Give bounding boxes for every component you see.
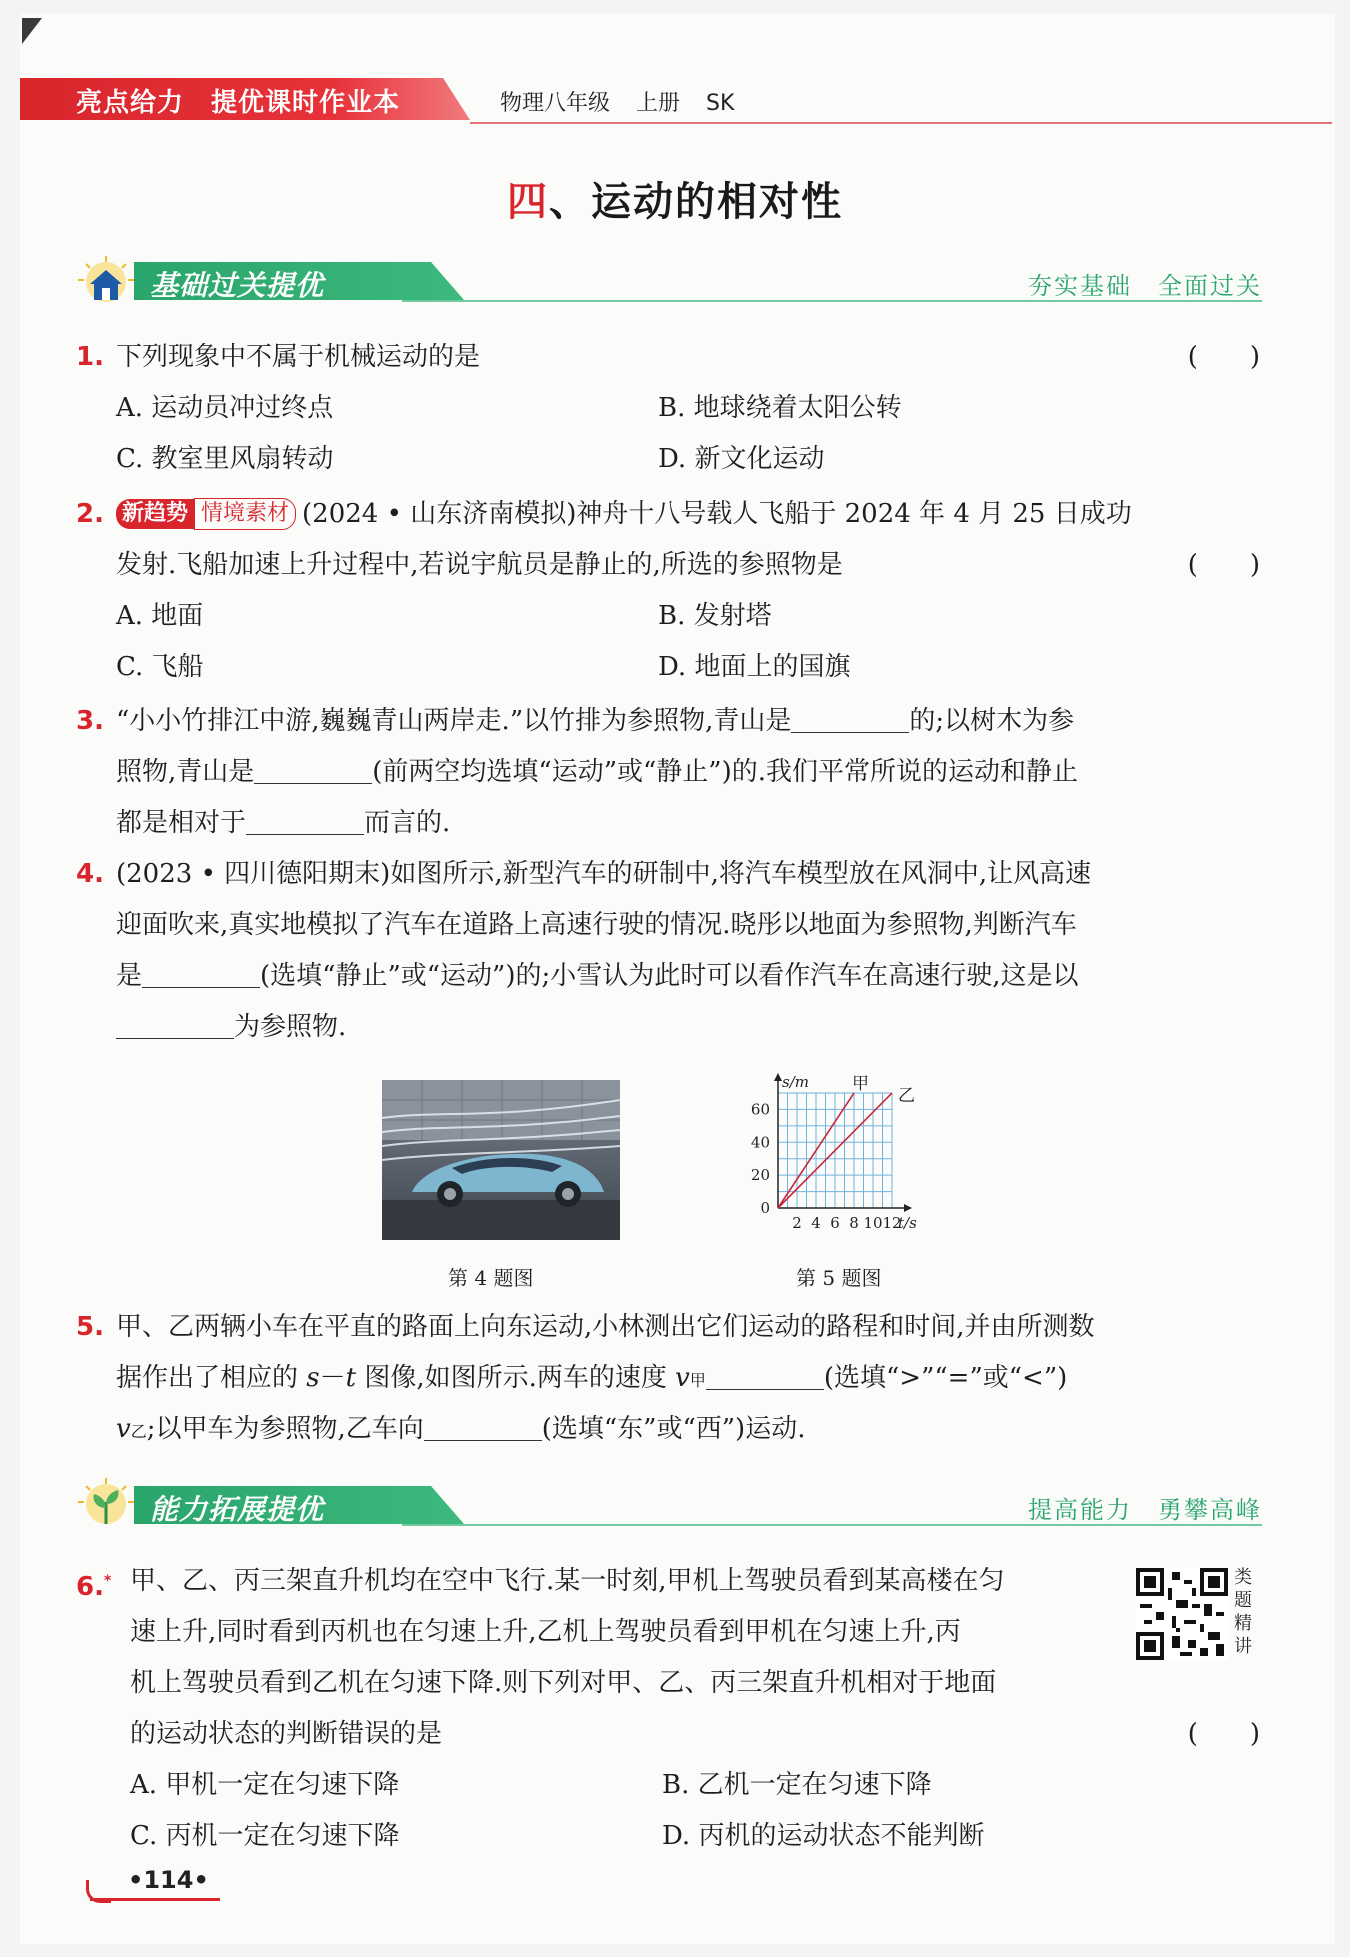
answer-parens: ( ) — [1187, 342, 1260, 372]
question-line — [116, 489, 1132, 540]
question-text: 图像,如图所示.两车的速度 — [364, 1363, 667, 1393]
question-number: 1. — [76, 342, 104, 372]
corner-mark — [22, 18, 42, 44]
question-line — [116, 1002, 346, 1053]
section-label: 基础过关提优 — [150, 269, 325, 302]
page-number-rule — [90, 1898, 220, 1901]
x-axis-arrow — [904, 1204, 912, 1212]
question-text: 照物,青山是 — [116, 757, 255, 787]
question-line — [116, 798, 450, 849]
question-text: 而言的. — [364, 808, 451, 838]
question-number — [76, 1556, 111, 1613]
title-text: 、运动的相对性 — [549, 178, 843, 225]
answer-blank[interactable] — [246, 804, 364, 835]
qr-label: 类题精讲 — [1234, 1567, 1252, 1657]
y-axis-arrow — [774, 1073, 782, 1081]
question-line: 机上驾驶员看到乙机在匀速下降.则下列对甲、乙、丙三架直升机相对于地面 — [130, 1668, 997, 1698]
y-tick-label: 20 — [750, 1166, 770, 1185]
x-tick-label: 2 — [792, 1214, 802, 1232]
option-b: B. 地球绕着太阳公转 — [658, 393, 902, 423]
question-line — [116, 951, 1079, 1002]
y-tick-label: 40 — [750, 1133, 770, 1152]
question-line — [116, 1404, 805, 1457]
variable-t: t — [345, 1363, 357, 1393]
page-title — [0, 170, 1350, 227]
y-tick-label: 0 — [760, 1199, 770, 1217]
question-stem: 下列现象中不属于机械运动的是 — [116, 342, 481, 372]
question-line — [116, 696, 1074, 747]
wind-tunnel-photo — [382, 1080, 620, 1240]
minus-sign: － — [319, 1363, 346, 1393]
question-number: 4. — [76, 859, 104, 889]
section-slogan: 提高能力 勇攀高峰 — [1028, 1496, 1262, 1524]
option-b: B. 乙机一定在匀速下降 — [662, 1770, 932, 1800]
figure-4-caption: 第 4 题图 — [448, 1266, 534, 1290]
trend-tag: 新趋势 — [116, 499, 194, 529]
option-d: D. 地面上的国旗 — [658, 652, 851, 682]
header-rule — [470, 122, 1332, 124]
x-axis-label: t/s — [898, 1214, 917, 1232]
title-number: 四 — [507, 178, 549, 225]
header-edition: SK — [706, 91, 735, 116]
answer-blank[interactable] — [142, 957, 260, 988]
question-line — [116, 747, 1078, 798]
difficulty-star: * — [103, 1573, 112, 1589]
option-c: C. 丙机一定在匀速下降 — [130, 1821, 400, 1851]
x-tick-label: 6 — [830, 1214, 840, 1232]
answer-blank[interactable] — [706, 1359, 824, 1390]
question-text: 是 — [116, 961, 143, 991]
option-a: A. 甲机一定在匀速下降 — [130, 1770, 400, 1800]
x-tick-label: 4 — [811, 1214, 821, 1232]
section-advanced — [72, 1478, 1262, 1528]
question-text: ;以甲车为参照物,乙车向 — [146, 1414, 424, 1444]
sprout-sun-icon — [72, 1478, 140, 1528]
option-c: C. 教室里风扇转动 — [116, 444, 334, 474]
question-number: 2. — [76, 499, 104, 529]
option-a: A. 地面 — [116, 601, 204, 631]
question-line: 发射.飞船加速上升过程中,若说宇航员是静止的,所选的参照物是 — [116, 550, 843, 580]
question-line: 速上升,同时看到丙机也在匀速上升,乙机上驾驶员看到甲机在匀速上升,丙 — [130, 1617, 961, 1647]
option-c: C. 飞船 — [116, 652, 204, 682]
y-axis-label: s/m — [782, 1073, 809, 1091]
question-line: 甲、乙、丙三架直升机均在空中飞行.某一时刻,甲机上驾驶员看到某高楼在匀 — [130, 1566, 1005, 1596]
variable-v: v — [675, 1363, 690, 1393]
variable-s: s — [306, 1363, 320, 1393]
question-text: 为参照物. — [234, 1012, 347, 1042]
header-volume: 上册 — [636, 91, 681, 116]
answer-blank[interactable] — [424, 1410, 542, 1441]
series-label-1: 甲 — [852, 1074, 869, 1094]
subscript-jia: 甲 — [689, 1371, 706, 1390]
question-line: 的运动状态的判断错误的是 — [130, 1719, 443, 1749]
question-text: (选填“>”“=”或“<”) — [823, 1363, 1068, 1393]
question-6 — [76, 1556, 1260, 1866]
question-1 — [76, 332, 1260, 487]
answer-blank[interactable] — [254, 753, 372, 784]
question-text: (选填“东”或“西”)运动. — [541, 1414, 806, 1444]
question-number-text: 6. — [76, 1572, 104, 1602]
qr-code[interactable] — [1136, 1568, 1228, 1660]
material-tag: 情境素材 — [194, 498, 296, 530]
header-info — [500, 86, 760, 117]
question-line: 迎面吹来,真实地模拟了汽车在道路上高速行驶的情况.晓彤以地面为参照物,判断汽车 — [116, 910, 1077, 940]
question-number: 5. — [76, 1312, 104, 1342]
question-line — [116, 1353, 1067, 1406]
option-b: B. 发射塔 — [658, 601, 772, 631]
section-label: 能力拓展提优 — [150, 1493, 325, 1526]
question-text: 据作出了相应的 — [116, 1363, 299, 1393]
y-tick-label: 60 — [750, 1100, 770, 1119]
question-text: (2024 • 山东济南模拟)神舟十八号载人飞船于 2024 年 4 月 25 日成功 — [302, 499, 1132, 529]
x-tick-label: 10 — [863, 1214, 883, 1232]
answer-parens: ( ) — [1187, 1719, 1260, 1749]
variable-v: v — [116, 1414, 131, 1444]
header-subject: 物理八年级 — [500, 91, 611, 116]
question-text: (前两空均选填“运动”或“静止”)的.我们平常所说的运动和静止 — [372, 757, 1078, 787]
question-line: (2023 • 四川德阳期末)如图所示,新型汽车的研制中,将汽车模型放在风洞中,让风高速 — [116, 859, 1092, 889]
car-illustration — [382, 1080, 620, 1240]
question-3 — [76, 696, 1260, 851]
series-label-2: 乙 — [898, 1086, 915, 1106]
st-graph — [730, 1068, 970, 1248]
subscript-yi: 乙 — [130, 1422, 147, 1441]
section-basic — [72, 254, 1262, 304]
page-number: •114• — [128, 1866, 209, 1894]
house-sun-icon — [72, 254, 140, 304]
figure-5-caption: 第 5 题图 — [796, 1266, 882, 1290]
answer-parens: ( ) — [1187, 550, 1260, 580]
x-tick-label: 12 — [882, 1214, 902, 1232]
question-number: 3. — [76, 706, 104, 736]
x-tick-label: 8 — [849, 1214, 859, 1232]
question-text: 的;以树木为参 — [909, 706, 1075, 736]
question-5 — [76, 1302, 1260, 1457]
question-text: (选填“静止”或“运动”)的;小雪认为此时可以看作汽车在高速行驶,这是以 — [260, 961, 1079, 991]
question-text: 都是相对于 — [116, 808, 247, 838]
question-line: 甲、乙两辆小车在平直的路面上向东运动,小林测出它们运动的路程和时间,并由所测数 — [116, 1312, 1095, 1342]
question-4 — [76, 849, 1260, 1055]
option-d: D. 丙机的运动状态不能判断 — [662, 1821, 985, 1851]
answer-blank[interactable] — [791, 702, 909, 733]
option-a: A. 运动员冲过终点 — [116, 393, 334, 423]
answer-blank[interactable] — [116, 1008, 234, 1039]
question-2 — [76, 489, 1260, 695]
section-slogan: 夯实基础 全面过关 — [1028, 272, 1262, 300]
question-text: “小小竹排江中游,巍巍青山两岸走.”以竹排为参照物,青山是 — [116, 706, 792, 736]
option-d: D. 新文化运动 — [658, 444, 825, 474]
header-brand: 亮点给力 提优课时作业本 — [76, 88, 401, 118]
